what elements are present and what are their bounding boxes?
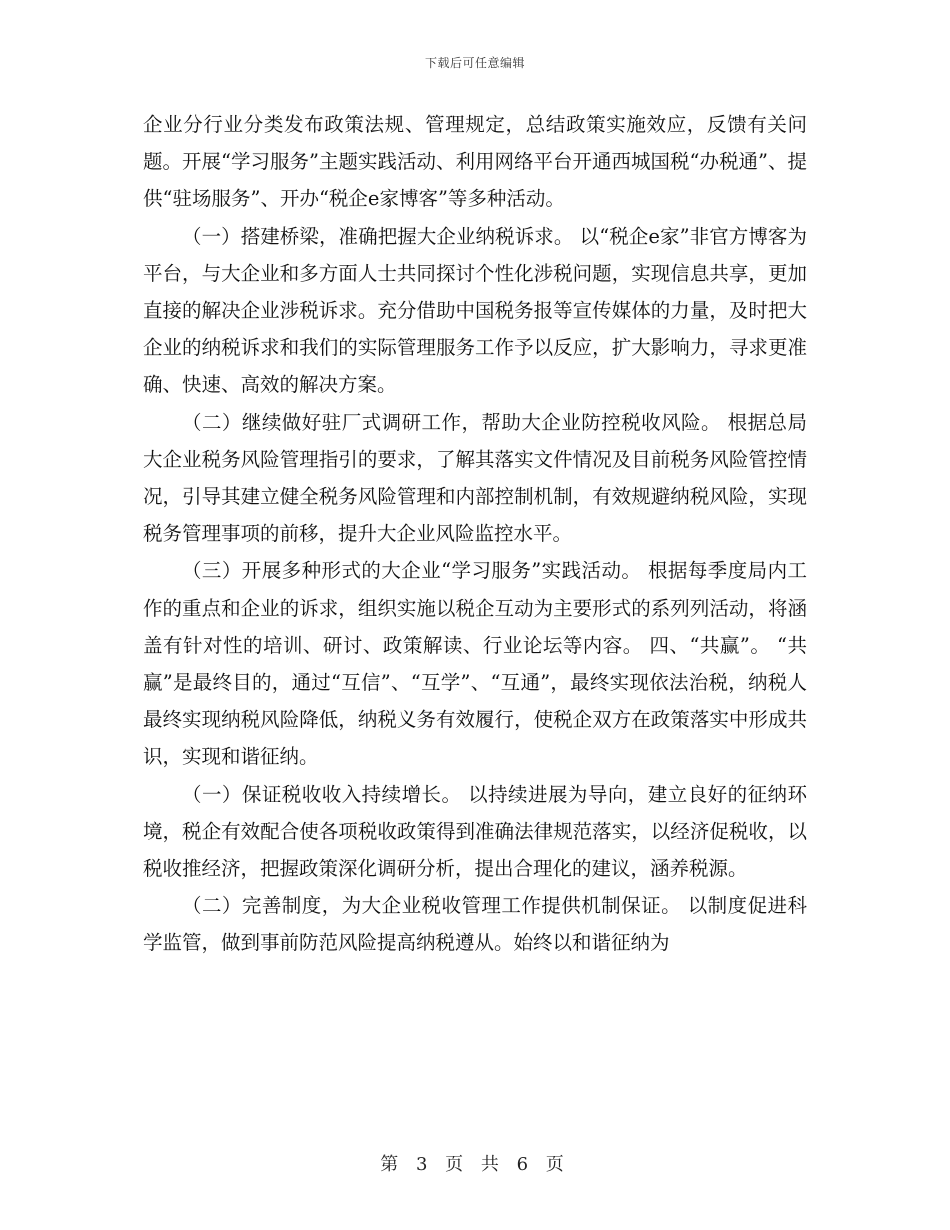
paragraph-6: （二）完善制度，为大企业税收管理工作提供机制保证。 以制度促进科学监管，做到事前防范风险提高纳税遵从。始终以和谐征纳为 <box>143 894 807 955</box>
paragraph-5: （一）保证税收收入持续增长。 以持续进展为导向，建立良好的征纳环境，税企有效配合使各项税收政策得到准确法律规范落实，以经济促税收，以税收推经济，把握政策深化调研分析，提出合理化的建议，涵养税源。 <box>143 782 807 881</box>
paragraph-1: 企业分行业分类发布政策法规、管理规定，总结政策实施效应，反馈有关问题。开展“学习服务”主题实践活动、利用网络平台开通西城国税“办税通”、提供“驻场服务”、开办“税企e家博客”等多种活动。 <box>143 113 807 211</box>
paragraph-3: （二）继续做好驻厂式调研工作，帮助大企业防控税收风险。 根据总局大企业税务风险管理指引的要求，了解其落实文件情况及目前税务风险管控情况，引导其建立健全税务风险管理和内部控制机制，有效规避纳税风险，实现税务管理事项的前移，提升大企业风险监控水平。 <box>143 410 807 546</box>
paragraph-4: （三）开展多种形式的大企业“学习服务”实践活动。 根据每季度局内工作的重点和企业的诉求，组织实施以税企互动为主要形式的系列列活动，将涵盖有针对性的培训、研讨、政策解读、行业论坛等内容。 四、“共赢”。 “共赢”是最终目的，通过“互信”、“互学”、“互通”，最终实现依法治税，纳税人最终实现纳税风险降低，纳税义务有效履行，使税企双方在政策落实中形成共识，实现和谐征纳。 <box>143 559 807 769</box>
page-footer: 第 3 页 共 6 页 <box>380 1154 570 1175</box>
page-header: 下载后可任意编辑 <box>424 56 525 70</box>
document-body <box>143 106 807 962</box>
paragraph-2: （一）搭建桥梁，准确把握大企业纳税诉求。 以“税企e家”非官方博客为平台，与大企业和多方面人士共同探讨个性化涉税问题，实现信息共享，更加直接的解决企业涉税诉求。充分借助中国税务报等宣传媒体的力量，及时把大企业的纳税诉求和我们的实际管理服务工作予以反应，扩大影响力，寻求更准确、快速、高效的解决方案。 <box>143 224 807 397</box>
